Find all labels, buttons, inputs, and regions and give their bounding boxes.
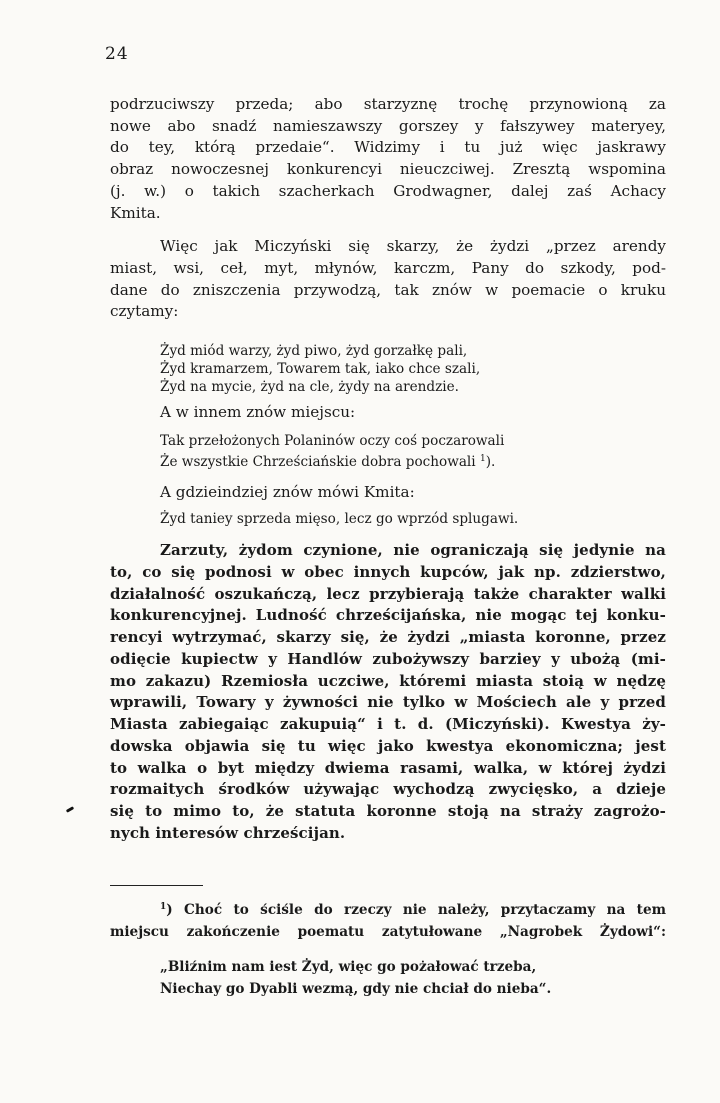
text-line: wprawili, Towary y żywności nie tylko w Mościech ale y przed bbox=[110, 693, 666, 712]
text-line: podrzuciwszy przeda; abo starzyznę trochę przynowioną za bbox=[110, 95, 666, 113]
text-line: nych interesów chrześcijan. bbox=[110, 823, 346, 842]
footnote-line: miejscu zakończenie poematu zatytułowane „Nagrobek Żydowi“: bbox=[110, 924, 666, 940]
text-line: rencyi wytrzymać, skarzy się, że żydzi „miasta koronne, przez bbox=[110, 628, 666, 646]
paragraph-2 bbox=[110, 236, 666, 323]
verse-intro-2: A w innem znów miejscu: bbox=[160, 403, 356, 421]
footnote-verse bbox=[160, 956, 551, 1000]
text-line: rozmaitych środków używając wychodzą zwycięsko, a dzieje bbox=[110, 780, 666, 799]
verse-line: Tak przełożonych Polaninów oczy coś poczarowali bbox=[160, 433, 505, 449]
footnote bbox=[110, 896, 666, 943]
verse-line: Żyd na mycie, żyd na cle, żydy na arendzie. bbox=[160, 379, 459, 395]
footnote-separator bbox=[110, 885, 203, 886]
text-line: Miasta zabiegaiąc zakupuią“ i t. d. (Miczyński). Kwestya ży- bbox=[110, 715, 666, 733]
text-line: to walka o byt między dwiema rasami, walka, w której żydzi bbox=[110, 758, 666, 777]
verse-line-text: Że wszystkie Chrześciańskie dobra pochowali bbox=[160, 454, 476, 470]
paragraph-3 bbox=[110, 540, 666, 845]
verse-intro-3: A gdzieindziej znów mówi Kmita: bbox=[160, 483, 415, 501]
verse-quote-3 bbox=[160, 510, 518, 528]
text-line: Kmita. bbox=[110, 203, 161, 222]
text-line: miast, wsi, ceł, myt, młynów, karczm, Pany do szkody, pod- bbox=[110, 258, 666, 277]
verse-quote-1 bbox=[160, 342, 480, 396]
text-line: obraz nowoczesnej konkurencyi nieuczciwej. Zresztą wspomina bbox=[110, 160, 666, 179]
footnote-verse-line: Niechay go Dyabli wezmą, gdy nie chciał do nieba“. bbox=[160, 981, 552, 997]
text-line: to, co się podnosi w obec innych kupców, jak np. zdzierstwo, bbox=[110, 562, 666, 581]
footnote-verse-line: „Bliźnim nam iest Żyd, więc go pożałować trzeba, bbox=[160, 959, 537, 975]
footnote-text: ) Choć to ściśle do rzeczy nie należy, przytaczamy na tem bbox=[166, 902, 666, 918]
verse-line: Żyd kramarzem, Towarem tak, iako chce szali, bbox=[160, 361, 481, 377]
text-line: działalność oszukańczą, lecz przybierają także charakter walki bbox=[110, 584, 666, 603]
text-line: Więc jak Miczyński się skarzy, że żydzi „przez arendy bbox=[160, 237, 666, 255]
footnote-mark: 1 bbox=[160, 902, 167, 912]
text-line: czytamy: bbox=[110, 302, 179, 321]
verse-line: Żyd taniey sprzeda mięso, lecz go wprzód splugawi. bbox=[160, 511, 519, 527]
paragraph-1 bbox=[110, 94, 666, 224]
text-line: (j. w.) o takich szacherkach Grodwagner, dalej zaś Achacy bbox=[110, 181, 666, 200]
text-line: mo zakazu) Rzemiosła uczciwe, któremi miasta stoią w nędzę bbox=[110, 671, 666, 690]
verse-line bbox=[160, 450, 504, 471]
text-line: do tey, którą przedaie“. Widzimy i tu już więc jaskrawy bbox=[110, 138, 666, 157]
text-line: konkurencyjnej. Ludność chrześcijańska, nie mogąc tej konku- bbox=[110, 606, 666, 625]
footnote-line bbox=[110, 896, 666, 921]
verse-quote-2 bbox=[160, 432, 504, 471]
text-line: dowska objawia się tu więc jako kwestya ekonomiczna; jest bbox=[110, 736, 666, 755]
text-line: Zarzuty, żydom czynione, nie ograniczają się jedynie na bbox=[160, 541, 666, 559]
page-number: 24 bbox=[105, 44, 129, 64]
ink-speck bbox=[66, 806, 74, 813]
text-line: się to mimo to, że statuta koronne stoją na straży zagrożo- bbox=[110, 802, 666, 820]
text-line: dane do zniszczenia przywodzą, tak znów w poemacie o kruku bbox=[110, 280, 666, 299]
text-line: nowe abo snadź namieszawszy gorszey y fałszywey materyey, bbox=[110, 116, 666, 135]
footnote-reference: 1 bbox=[479, 454, 486, 464]
verse-line-end: ). bbox=[485, 454, 496, 470]
verse-line: Żyd miód warzy, żyd piwo, żyd gorzałkę pali, bbox=[160, 343, 468, 359]
text-line: odięcie kupiectw y Handlów zubożywszy barziey y ubożą (mi- bbox=[110, 649, 666, 668]
